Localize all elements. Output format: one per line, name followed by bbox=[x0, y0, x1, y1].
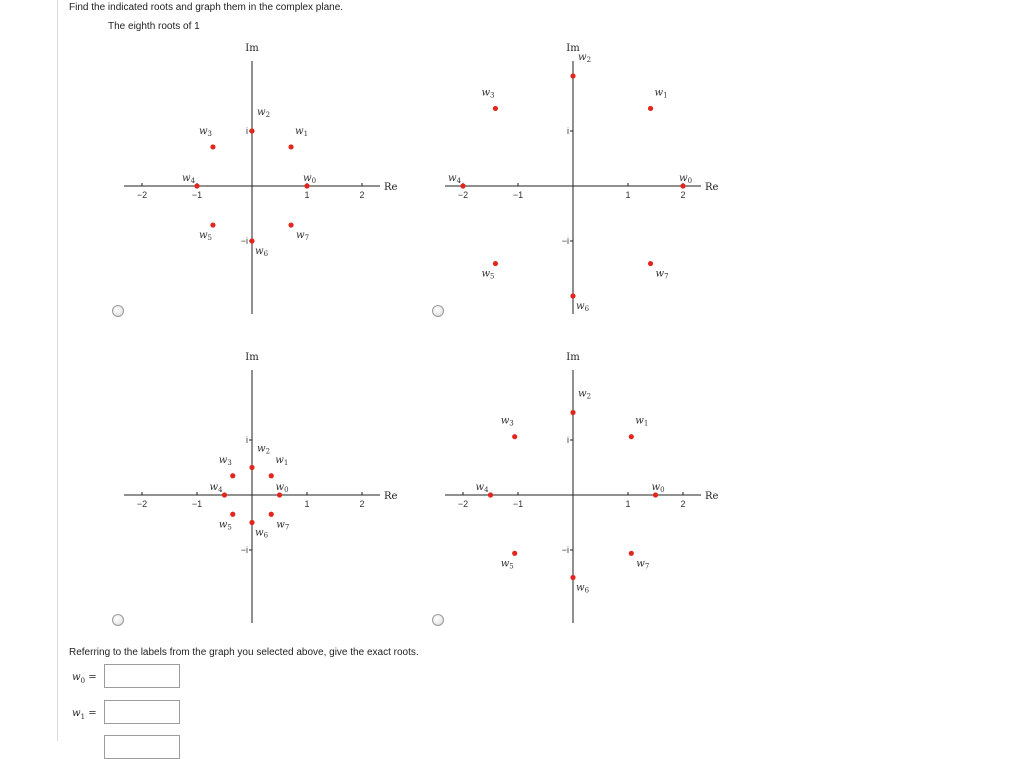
root-label-w1: $w_1$ bbox=[654, 87, 668, 100]
answer-input-w1[interactable] bbox=[104, 700, 180, 724]
root-label-w4: $w_4$ bbox=[448, 173, 462, 185]
root-point-w5 bbox=[512, 551, 517, 556]
root-point-w5 bbox=[210, 222, 215, 227]
answer-label-w1: $w_1$ = bbox=[72, 708, 97, 721]
root-label-w1: $w_1$ bbox=[295, 125, 309, 138]
x-tick-label: −1 bbox=[512, 499, 524, 509]
x-tick-label: 2 bbox=[680, 499, 686, 509]
root-label-w2: $w_2$ bbox=[257, 443, 271, 456]
root-point-w2 bbox=[570, 73, 575, 78]
root-point-w4 bbox=[194, 183, 199, 188]
imaginary-axis-label: Im bbox=[245, 352, 259, 363]
root-point-w5 bbox=[230, 512, 235, 517]
x-tick-label: −1 bbox=[191, 190, 203, 200]
root-label-w1: $w_1$ bbox=[275, 454, 289, 467]
y-tick-label: i bbox=[246, 126, 248, 136]
root-point-w2 bbox=[249, 465, 254, 470]
x-tick-label: −1 bbox=[191, 499, 203, 509]
root-label-w5: $w_5$ bbox=[198, 230, 212, 243]
root-point-w7 bbox=[648, 261, 653, 266]
answer-label-w0: $w_0$ = bbox=[72, 672, 97, 685]
root-point-w6 bbox=[570, 575, 575, 580]
choice-radio-b[interactable] bbox=[432, 305, 444, 317]
root-point-w0 bbox=[277, 492, 282, 497]
root-point-w6 bbox=[249, 520, 254, 525]
x-tick-label: −2 bbox=[457, 499, 469, 509]
root-label-w4: $w_4$ bbox=[475, 482, 489, 494]
root-label-w2: $w_2$ bbox=[578, 52, 592, 64]
root-label-w0: $w_0$ bbox=[275, 482, 289, 494]
x-tick-label: −2 bbox=[457, 190, 469, 200]
root-label-w3: $w_3$ bbox=[481, 87, 495, 100]
root-point-w2 bbox=[249, 128, 254, 133]
root-point-w3 bbox=[493, 106, 498, 111]
answer-instruction: Referring to the labels from the graph you selected above, give the exact roots. bbox=[69, 647, 419, 658]
root-point-w1 bbox=[648, 106, 653, 111]
root-label-w5: $w_5$ bbox=[500, 558, 514, 571]
x-tick-label: 1 bbox=[625, 499, 631, 509]
root-label-w2: $w_2$ bbox=[578, 388, 592, 401]
root-point-w1 bbox=[269, 473, 274, 478]
complex-plane-graph-c bbox=[124, 352, 398, 623]
root-point-w0 bbox=[680, 183, 685, 188]
y-tick-label: i bbox=[246, 435, 248, 445]
root-label-w7: $w_7$ bbox=[296, 230, 310, 243]
answer-input-w2[interactable] bbox=[104, 735, 180, 759]
root-label-w3: $w_3$ bbox=[198, 125, 212, 138]
real-axis-label: Re bbox=[705, 182, 719, 193]
real-axis-label: Re bbox=[384, 491, 398, 502]
root-point-w0 bbox=[304, 183, 309, 188]
root-point-w1 bbox=[629, 434, 634, 439]
root-point-w0 bbox=[653, 492, 658, 497]
root-label-w6: $w_6$ bbox=[576, 301, 590, 313]
root-label-w4: $w_4$ bbox=[182, 173, 196, 185]
y-tick-label: i bbox=[567, 126, 569, 136]
root-label-w4: $w_4$ bbox=[209, 482, 223, 494]
y-tick-label: −i bbox=[240, 236, 248, 246]
x-tick-label: 1 bbox=[304, 499, 310, 509]
root-label-w5: $w_5$ bbox=[218, 519, 232, 532]
x-tick-label: −2 bbox=[136, 499, 148, 509]
choice-radio-a[interactable] bbox=[112, 305, 124, 317]
x-tick-label: 2 bbox=[680, 190, 686, 200]
answer-input-w0[interactable] bbox=[104, 664, 180, 688]
root-point-w4 bbox=[488, 492, 493, 497]
root-point-w5 bbox=[493, 261, 498, 266]
root-point-w3 bbox=[230, 473, 235, 478]
imaginary-axis-label: Im bbox=[566, 352, 580, 363]
question-subtitle: The eighth roots of 1 bbox=[108, 21, 200, 32]
real-axis-label: Re bbox=[384, 182, 398, 193]
root-label-w0: $w_0$ bbox=[651, 482, 665, 494]
imaginary-axis-label: Im bbox=[245, 43, 259, 54]
x-tick-label: 2 bbox=[359, 499, 365, 509]
complex-plane-graph-d bbox=[445, 352, 719, 623]
y-tick-label: −i bbox=[240, 545, 248, 555]
root-point-w4 bbox=[460, 183, 465, 188]
root-point-w7 bbox=[629, 551, 634, 556]
complex-plane-graph-a bbox=[124, 43, 398, 314]
y-tick-label: −i bbox=[561, 236, 569, 246]
root-label-w3: $w_3$ bbox=[218, 454, 232, 467]
root-label-w1: $w_1$ bbox=[635, 415, 649, 428]
root-label-w7: $w_7$ bbox=[655, 268, 669, 281]
root-point-w6 bbox=[570, 293, 575, 298]
y-tick-label: −i bbox=[561, 545, 569, 555]
root-label-w7: $w_7$ bbox=[636, 558, 650, 571]
root-label-w3: $w_3$ bbox=[500, 415, 514, 428]
root-label-w6: $w_6$ bbox=[255, 246, 269, 258]
root-label-w7: $w_7$ bbox=[276, 519, 290, 532]
root-label-w5: $w_5$ bbox=[481, 268, 495, 281]
root-label-w2: $w_2$ bbox=[257, 107, 271, 119]
question-prompt: Find the indicated roots and graph them in the complex plane. bbox=[69, 2, 344, 13]
root-label-w0: $w_0$ bbox=[679, 173, 693, 185]
root-label-w0: $w_0$ bbox=[303, 173, 317, 185]
root-point-w7 bbox=[288, 222, 293, 227]
x-tick-label: −1 bbox=[512, 190, 524, 200]
choice-radio-c[interactable] bbox=[112, 614, 124, 626]
x-tick-label: 1 bbox=[625, 190, 631, 200]
real-axis-label: Re bbox=[705, 491, 719, 502]
choice-radio-d[interactable] bbox=[432, 614, 444, 626]
root-point-w1 bbox=[288, 144, 293, 149]
root-label-w6: $w_6$ bbox=[576, 582, 590, 595]
root-point-w4 bbox=[222, 492, 227, 497]
imaginary-axis-label: Im bbox=[566, 43, 580, 54]
x-tick-label: 2 bbox=[359, 190, 365, 200]
x-tick-label: 1 bbox=[304, 190, 310, 200]
root-point-w7 bbox=[269, 512, 274, 517]
root-point-w3 bbox=[512, 434, 517, 439]
root-label-w6: $w_6$ bbox=[255, 527, 269, 540]
complex-plane-graph-b bbox=[445, 43, 719, 314]
root-point-w6 bbox=[249, 238, 254, 243]
root-point-w3 bbox=[210, 144, 215, 149]
y-tick-label: i bbox=[567, 435, 569, 445]
root-point-w2 bbox=[570, 410, 575, 415]
x-tick-label: −2 bbox=[136, 190, 148, 200]
